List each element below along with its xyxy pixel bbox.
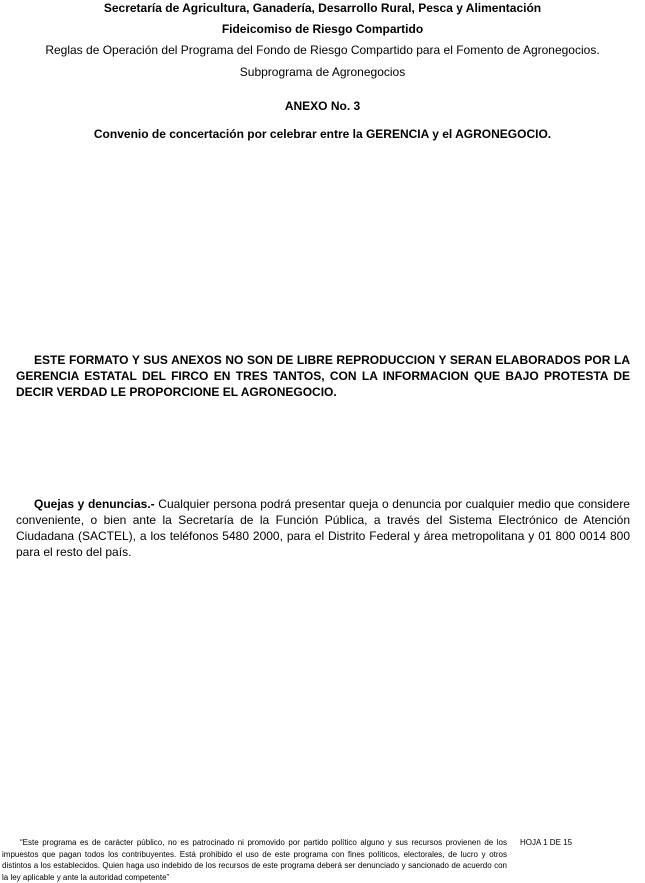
ministry-heading: Secretaría de Agricultura, Ganadería, Desarrollo Rural, Pesca y Alimentación — [103, 1, 542, 15]
complaints-text: Cualquier persona podrá presentar queja o denuncia por cualquier medio que considere conveniente, o bien ante la Secretaría de la Función Pública, a través del Sistema Electrónico de Atención Ciudadana (SACTEL), a los teléfonos 5480 2000, para el Distrito Federal y área metropolitana y 01 800 0014 800 para el resto del país. — [16, 497, 630, 559]
footer-legend: “Este programa es de carácter público, no es patrocinado ni promovido por partido político alguno y sus recursos provienen de los impuestos que pagan todos los contribuyentes. Está prohibido el uso de este programa con fines políticos, electorales, de lucro y otros distintos a los establecidos. Quien haga uso indebido de los recursos de este programa deberá ser denunciado y sancionado de acuerdo con la ley aplicable y ante la autoridad competente” — [2, 838, 507, 882]
sheet-number: HOJA 1 DE 15 — [520, 838, 573, 847]
subprogram-heading: Subprograma de Agronegocios — [239, 65, 406, 79]
complaints-lead: Quejas y denuncias.- — [34, 497, 155, 511]
agreement-title: Convenio de concertación por celebrar entre la GERENCIA y el AGRONEGOCIO. — [93, 127, 552, 141]
complaints-paragraph — [16, 496, 630, 560]
reproduction-notice: ESTE FORMATO Y SUS ANEXOS NO SON DE LIBRE REPRODUCCION Y SERAN ELABORADOS POR LA GERENCIA ESTATAL DEL FIRCO EN TRES TANTOS, CON LA INFORMACION QUE BAJO PROTESTA DE DECIR VERDAD LE PROPORCIONE EL AGRONEGOCIO. — [16, 353, 630, 399]
rules-heading: Reglas de Operación del Programa del Fondo de Riesgo Compartido para el Fomento de Agronegocios. — [45, 43, 600, 57]
trust-heading: Fideicomiso de Riesgo Compartido — [221, 22, 424, 36]
annex-title: ANEXO No. 3 — [284, 99, 361, 113]
